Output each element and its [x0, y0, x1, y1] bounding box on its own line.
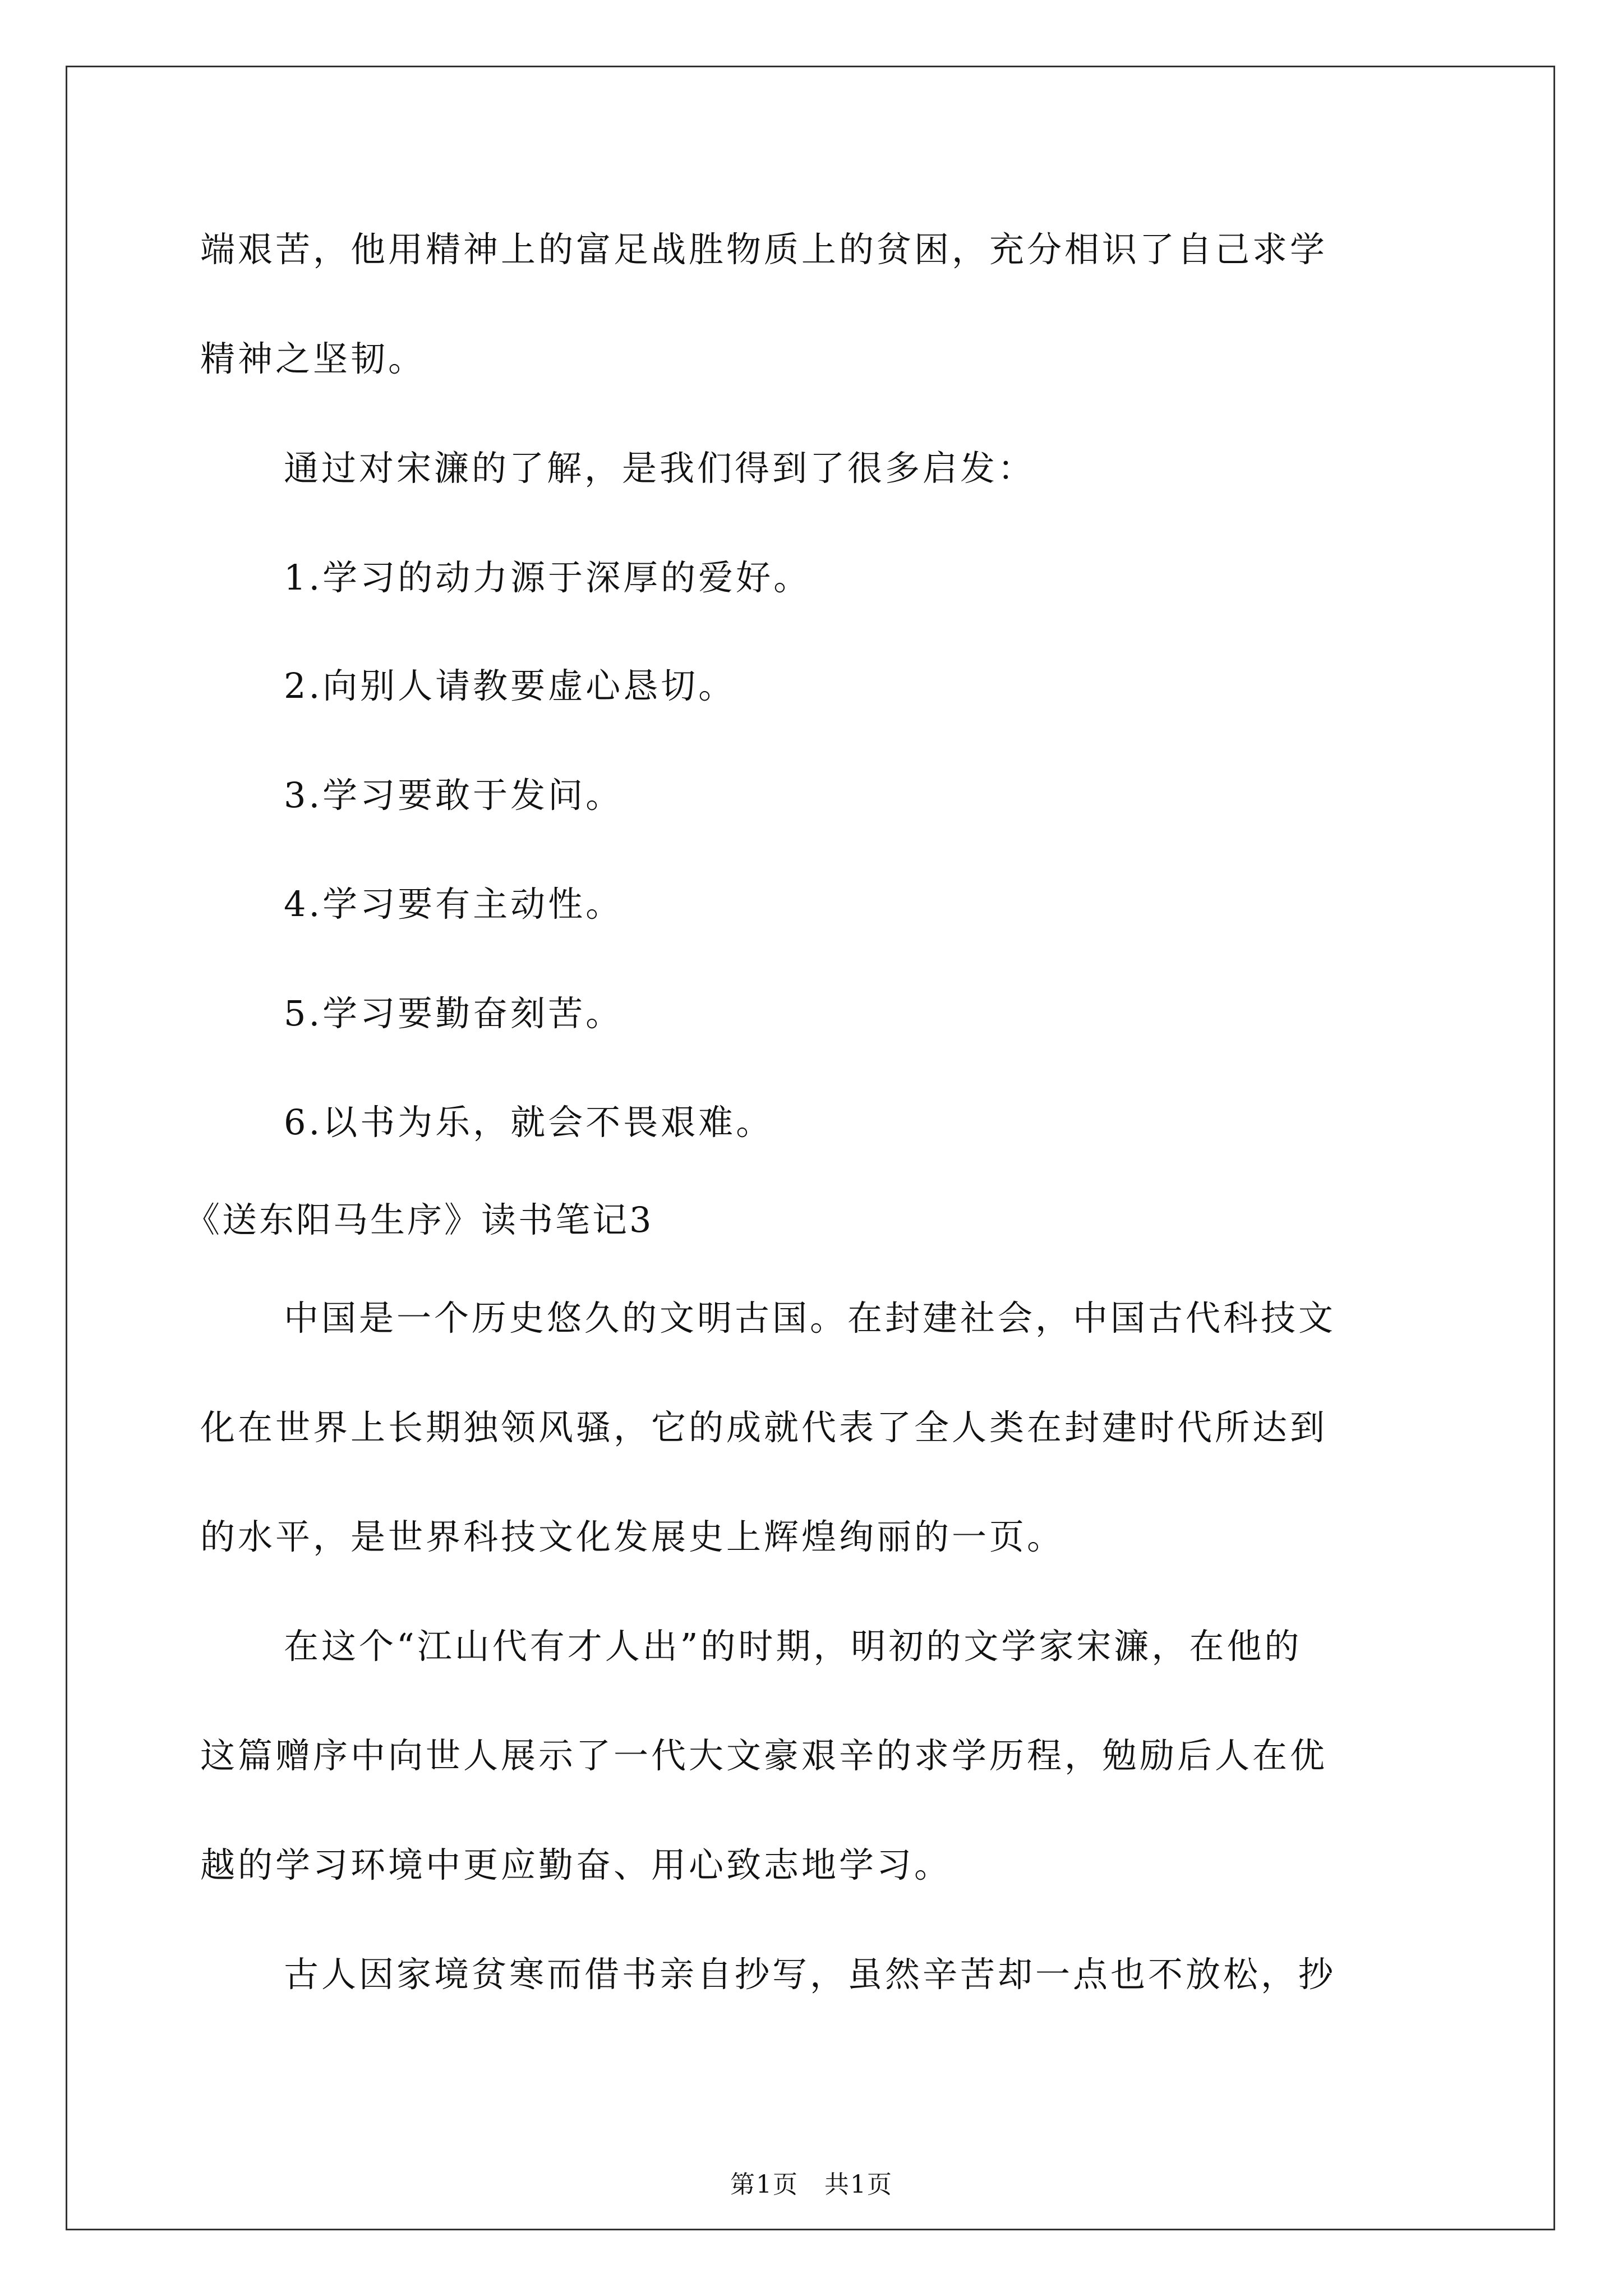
list-item: 6.以书为乐，就会不畏艰难。: [284, 1102, 774, 1143]
body-line: 精神之坚韧。: [200, 338, 426, 379]
list-item: 4.学习要有主动性。: [284, 884, 624, 924]
list-item: 5.学习要勤奋刻苦。: [284, 993, 624, 1034]
list-item: 3.学习要敢于发问。: [284, 775, 624, 816]
body-line: 化在世界上长期独领风骚，它的成就代表了全人类在封建时代所达到: [200, 1407, 1328, 1448]
body-line: 端艰苦，他用精神上的富足战胜物质上的贫困，充分相识了自己求学: [200, 229, 1328, 270]
page-border: [66, 66, 1555, 2230]
body-line: 越的学习环境中更应勤奋、用心致志地学习。: [200, 1844, 952, 1885]
body-line: 古人因家境贫寒而借书亲自抄写，虽然辛苦却一点也不放松，抄: [284, 1954, 1336, 1995]
body-line: 通过对宋濂的了解，是我们得到了很多启发：: [284, 448, 1036, 489]
section-heading: 《送东阳马生序》读书笔记3: [185, 1199, 654, 1240]
list-item: 1.学习的动力源于深厚的爱好。: [284, 557, 811, 598]
body-line: 中国是一个历史悠久的文明古国。在封建社会，中国古代科技文: [284, 1297, 1336, 1338]
page-number: 第1页 共1页: [730, 2170, 893, 2199]
body-line: 的水平，是世界科技文化发展史上辉煌绚丽的一页。: [200, 1516, 1065, 1557]
body-line: 在这个“江山代有才人出”的时期，明初的文学家宋濂，在他的: [284, 1626, 1302, 1667]
list-item: 2.向别人请教要虚心恳切。: [284, 665, 736, 706]
body-line: 这篇赠序中向世人展示了一代大文豪艰辛的求学历程，勉励后人在优: [200, 1735, 1328, 1776]
